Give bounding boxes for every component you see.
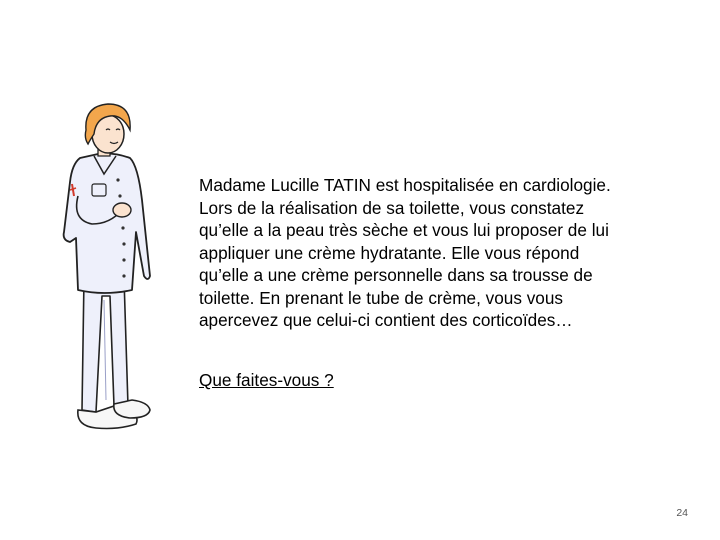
case-line: toilette. En prenant le tube de crème, vous vous (199, 287, 564, 308)
nurse-illustration-icon (52, 100, 162, 435)
case-line: Lors de la réalisation de sa toilette, vous constatez (199, 197, 585, 218)
case-line: apercevez que celui-ci contient des corticoïdes… (199, 310, 573, 330)
case-line: appliquer une crème hydratante. Elle vous répond (199, 242, 580, 263)
page-number: 24 (676, 507, 688, 519)
case-line: qu’elle a une crème personnelle dans sa trousse de (199, 265, 593, 285)
question-text: Que faites-vous ? (199, 370, 334, 390)
case-line: qu’elle a la peau très sèche et vous lui proposer de lui (199, 220, 609, 240)
case-line: Madame Lucille TATIN est hospitalisée en cardiologie. (199, 175, 611, 195)
case-description (199, 174, 699, 332)
